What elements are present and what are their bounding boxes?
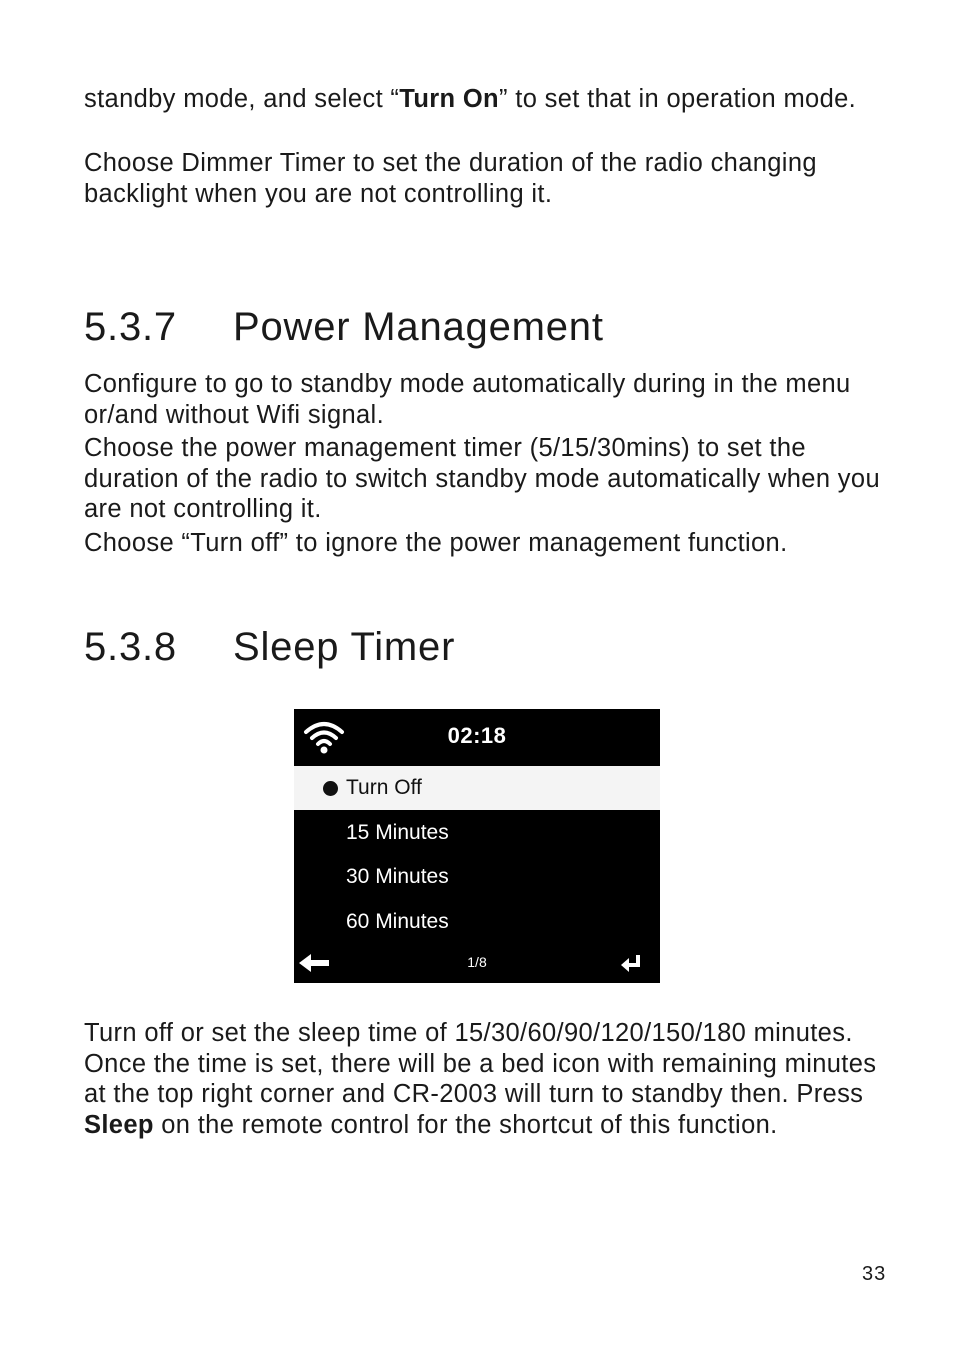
menu-item-60-minutes[interactable]: [294, 900, 660, 944]
section-title: Power Management: [233, 305, 604, 349]
intro-paragraph-2: Choose Dimmer Timer to set the duration of the radio changing backlight when you are not controlling it.: [84, 149, 817, 208]
clock: 02:18: [447, 723, 507, 748]
section-heading-sleep: [84, 625, 455, 670]
menu-item-label: Turn Off: [346, 776, 422, 799]
section-number: 5.3.8: [84, 625, 177, 669]
menu-item-15-minutes[interactable]: [294, 811, 660, 855]
power-paragraph-2: Choose the power management timer (5/15/30mins) to set the duration of the radio to switch standby mode automatically when you are not controlling it.: [84, 434, 880, 523]
power-paragraph-1: Configure to go to standby mode automatically during in the menu or/and without Wifi signal.: [84, 370, 851, 429]
intro-paragraph-1: [84, 84, 904, 115]
enter-icon[interactable]: [620, 953, 642, 973]
intro-text-post: ” to set that in operation mode.: [499, 85, 857, 113]
intro-text-pre: standby mode, and select “: [84, 85, 400, 113]
menu-item-label: 30 Minutes: [346, 865, 449, 888]
menu-item-turn-off[interactable]: [294, 766, 660, 810]
power-paragraph-3: Choose “Turn off” to ignore the power management function.: [84, 529, 788, 557]
section-title: Sleep Timer: [233, 625, 456, 669]
sleep-bold: Sleep: [84, 1110, 154, 1139]
radio-screen: [294, 709, 660, 983]
page-number: 33: [862, 1263, 887, 1285]
sleep-text-pre: Turn off or set the sleep time of 15/30/60/90/120/150/180 minutes. Once the time is set, there will be a bed icon with remaining minutes at the top right corner and CR-2003 will turn to standby then. Press: [84, 1019, 877, 1108]
menu-item-label: 15 Minutes: [346, 821, 449, 844]
page-indicator: 1/8: [467, 954, 487, 970]
turn-on-bold: Turn On: [399, 85, 499, 113]
menu-item-label: 60 Minutes: [346, 910, 449, 933]
section-number: 5.3.7: [84, 305, 177, 349]
status-bar: [294, 709, 660, 763]
section-heading-power: [84, 305, 604, 350]
sleep-text-post: on the remote control for the shortcut of this function.: [153, 1110, 778, 1139]
sleep-paragraph: [84, 1018, 904, 1140]
bullet-icon: [323, 781, 338, 796]
menu-item-30-minutes[interactable]: [294, 855, 660, 899]
